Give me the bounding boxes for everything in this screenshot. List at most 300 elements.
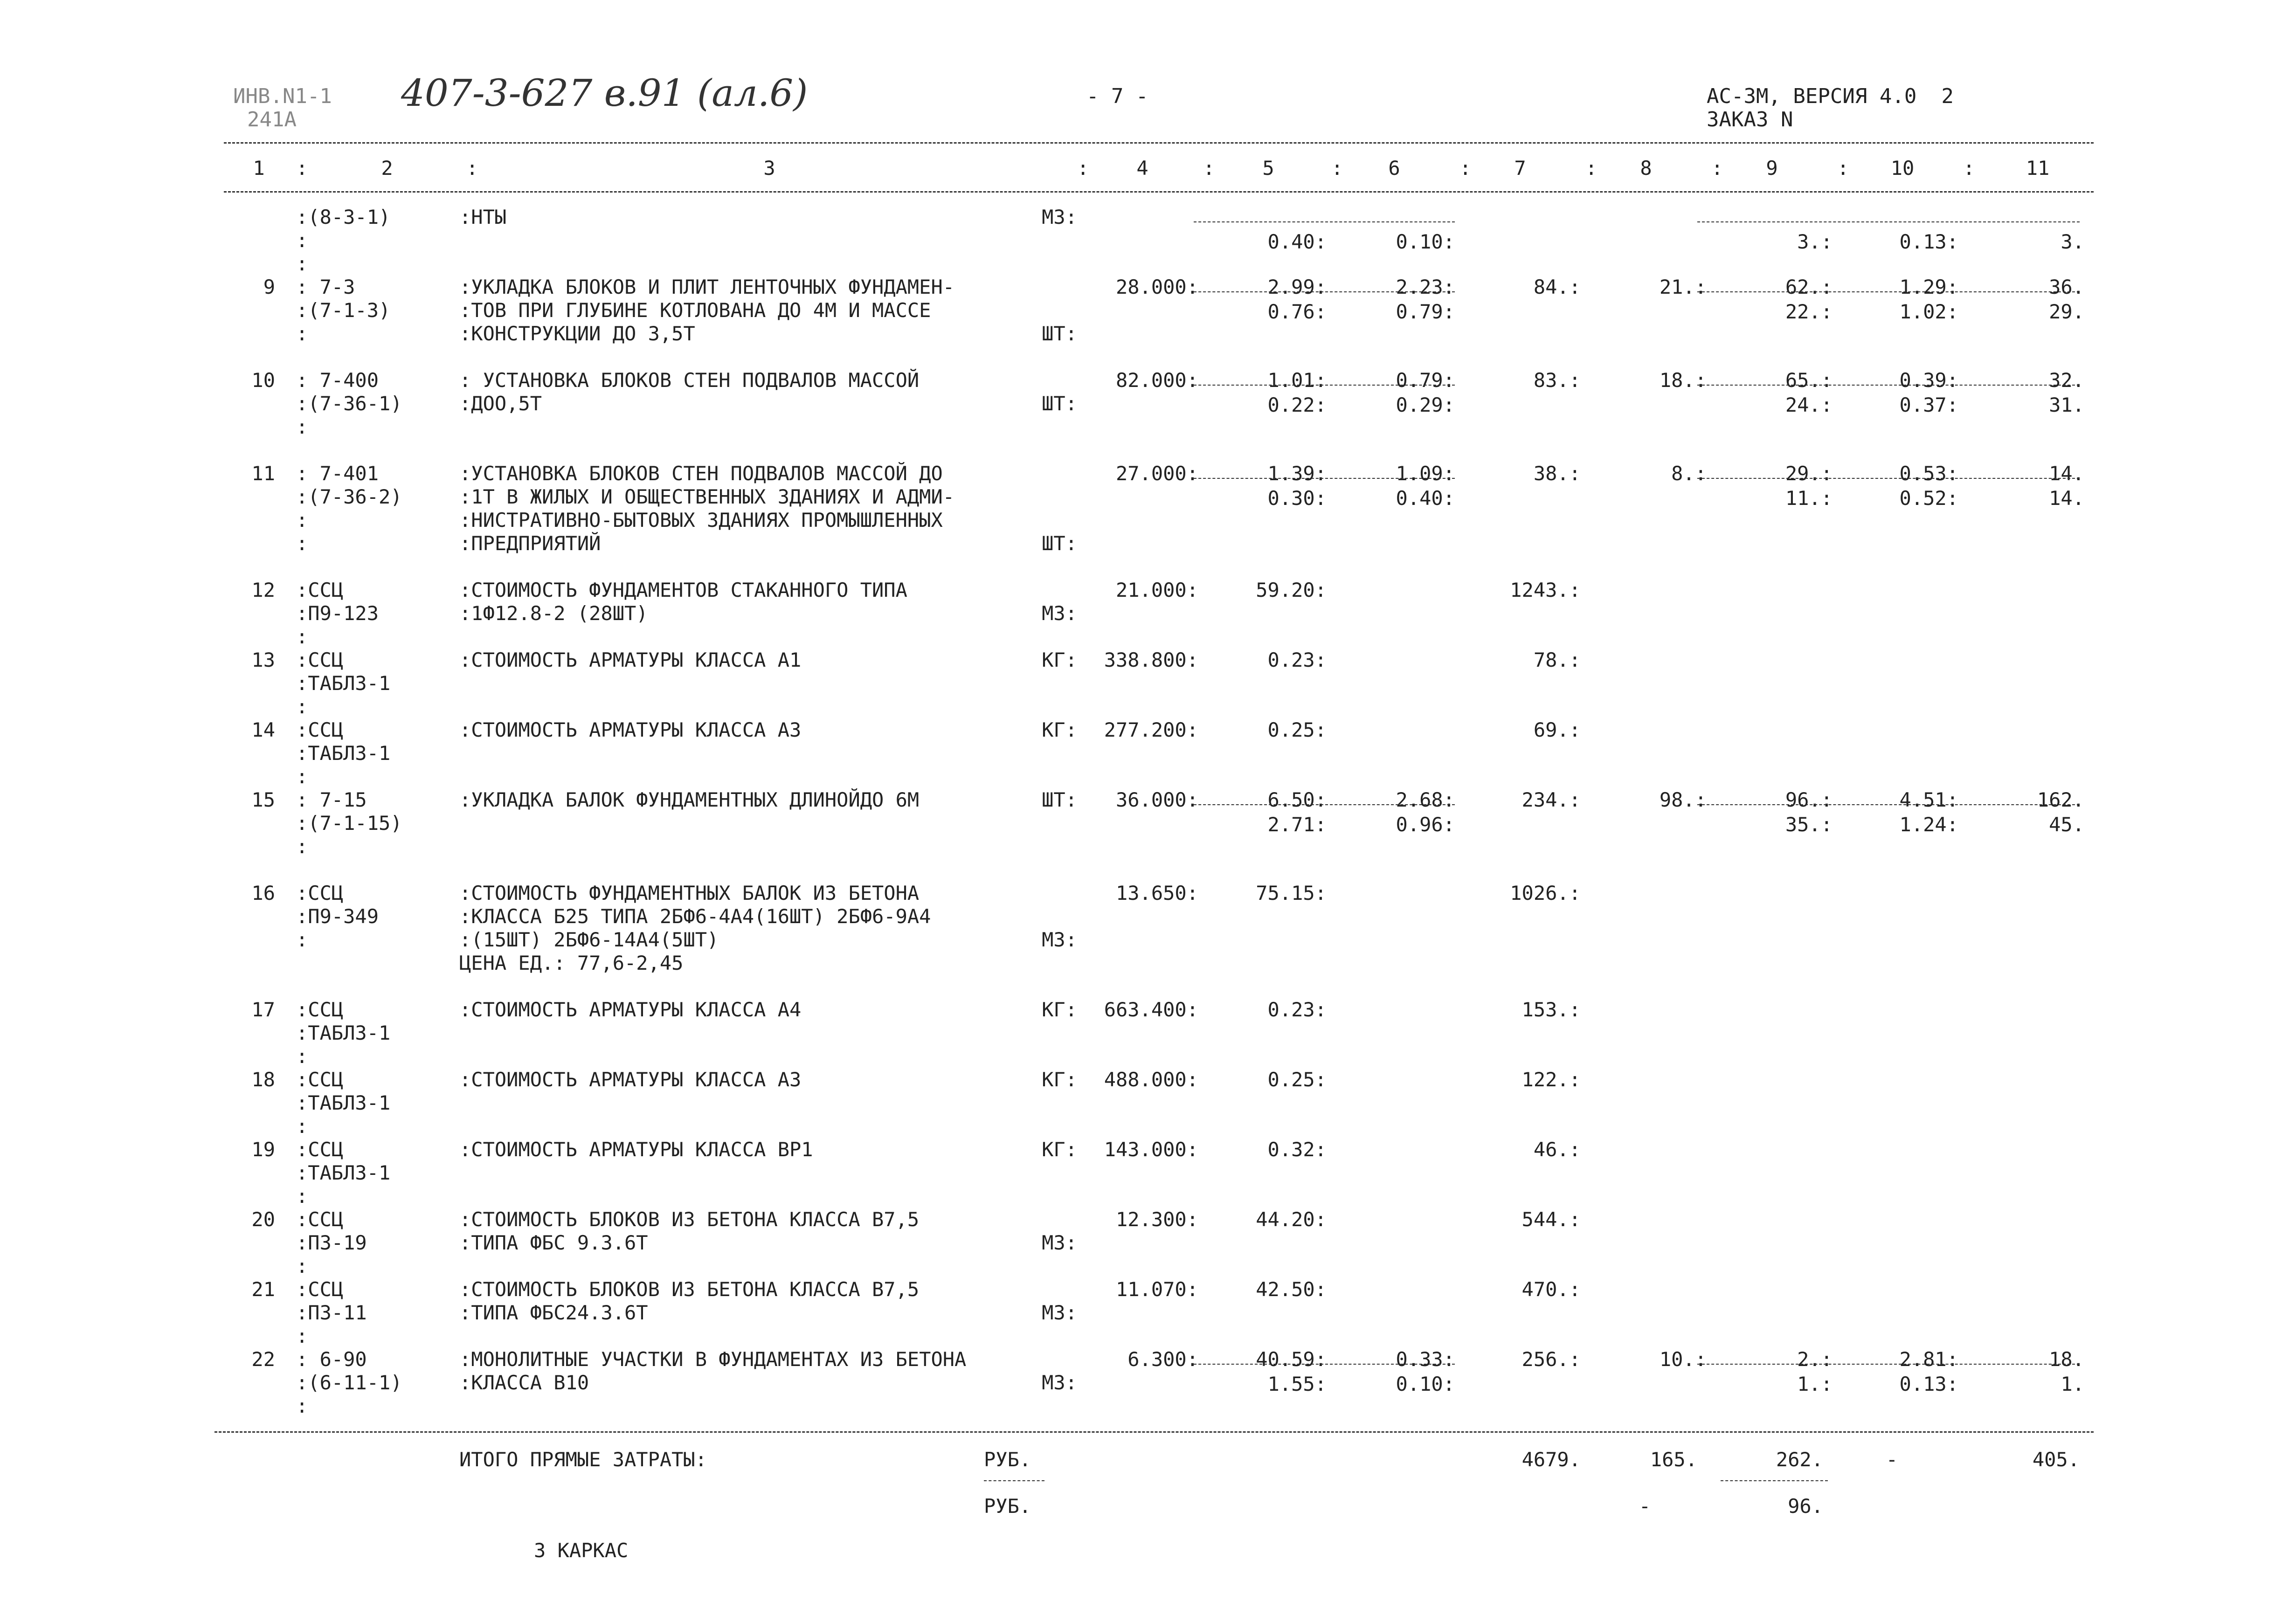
qty-cell-value: 13.650 — [1115, 882, 1187, 904]
qty-cell-value: 277.200 — [1104, 718, 1187, 741]
unit-price-cell — [1268, 790, 1327, 810]
machine-cost-cell-value: 96. — [1785, 788, 1821, 811]
machine-hours-cell — [1785, 486, 1833, 510]
field-separator: : — [1820, 393, 1833, 416]
unit-price-cell-value: 0.23 — [1267, 649, 1315, 671]
machine-wage-cell — [1396, 232, 1455, 252]
field-separator: : — [459, 299, 471, 322]
column-header-11: 11 — [2026, 157, 2050, 179]
field-separator: : — [1443, 486, 1455, 510]
field-separator: : — [459, 276, 471, 298]
qty-cell-value: 27.000 — [1115, 462, 1187, 485]
machine-wage-cell-value: 0.29 — [1396, 393, 1443, 416]
header-rule-bottom — [224, 191, 2094, 193]
column-separator: : — [1585, 157, 1598, 179]
unit-price-cell — [1268, 1070, 1327, 1090]
unit-price-wage-cell — [1396, 790, 1455, 810]
field-separator: : — [1314, 369, 1327, 392]
description-text: ТОВ ПРИ ГЛУБИНЕ КОТЛОВАНА ДО 4М И МАССЕ — [471, 299, 931, 322]
unit-price-cell — [1268, 650, 1327, 670]
total-cost-cell — [1534, 464, 1581, 483]
row-number: 9 — [263, 276, 275, 298]
labor-rate-cell — [1900, 790, 1958, 810]
field-separator: : — [1569, 718, 1581, 741]
machine-hours-cell — [1785, 815, 1833, 835]
unit-price-wage-cell-value: 0.79 — [1396, 369, 1443, 392]
row-description — [459, 1070, 801, 1090]
field-separator: : — [459, 928, 471, 951]
unit-price-wage-cell — [1396, 277, 1455, 297]
field-separator: : — [1186, 276, 1198, 298]
machine-cost-cell — [1785, 277, 1833, 297]
row-description — [459, 464, 943, 483]
wage-cost-cell-value: 21. — [1659, 276, 1695, 298]
sub-rule — [1697, 1364, 2080, 1365]
field-separator: : — [459, 532, 471, 555]
row-code: :ТАБЛ3-1 — [296, 1021, 391, 1044]
row-code: :ССЦ — [296, 1138, 344, 1161]
qty-cell-value: 36.000 — [1115, 788, 1187, 811]
machine-wage-cell-value: 0.10 — [1396, 1372, 1443, 1395]
unit-price-cell-value: 59.20 — [1256, 579, 1315, 601]
field-separator: : — [1820, 369, 1833, 392]
field-separator: : — [1946, 300, 1958, 323]
row-code: :ТАБЛ3-1 — [296, 672, 391, 695]
unit-price-cell-value: 1.01 — [1267, 369, 1315, 392]
column-header-9: 9 — [1766, 157, 1778, 179]
field-separator: : — [1186, 1208, 1198, 1231]
field-separator: : — [459, 998, 471, 1021]
field-separator: : — [1946, 813, 1958, 836]
total-cost-cell-value: 84. — [1533, 276, 1569, 298]
field-separator: : — [1946, 230, 1958, 253]
machine-price-cell — [1267, 486, 1327, 510]
total-cost-cell-value: 46. — [1533, 1138, 1569, 1161]
row-number: 11 — [251, 462, 275, 485]
field-separator: : — [1186, 788, 1198, 811]
row-code: : — [296, 229, 308, 252]
field-separator: : — [1186, 579, 1198, 601]
totals-total-cost: 4679. — [1521, 1448, 1581, 1471]
column-header-2: 2 — [381, 157, 393, 179]
field-separator: : — [459, 1231, 471, 1254]
row-number: 10 — [251, 369, 275, 392]
description-text: СТОИМОСТЬ ФУНДАМЕНТОВ СТАКАННОГО ТИПА — [471, 579, 907, 601]
row-code: :ССЦ — [296, 718, 344, 741]
row-description — [459, 277, 954, 297]
field-separator: : — [459, 509, 471, 531]
total-cost-cell-value: 153. — [1521, 998, 1569, 1021]
column-separator: : — [1331, 157, 1343, 179]
total-cost-cell — [1534, 371, 1581, 390]
labor-total-cell: 18. — [2049, 1348, 2084, 1371]
total-cost-cell-value: 256. — [1521, 1348, 1569, 1371]
machine-wage-cell — [1396, 486, 1455, 510]
column-separator: : — [1203, 157, 1215, 179]
row-description — [459, 1373, 589, 1393]
field-separator: : — [1820, 1372, 1833, 1395]
row-code: : — [296, 532, 308, 555]
row-description — [459, 1233, 648, 1253]
field-separator: : — [1946, 276, 1958, 298]
row-unit: М3: — [1042, 206, 1077, 228]
machine-cost-cell — [1785, 464, 1833, 483]
row-description — [459, 1140, 813, 1159]
machine-wage-cell-value: 0.79 — [1396, 300, 1443, 323]
column-separator: : — [1077, 157, 1089, 179]
field-separator: : — [459, 905, 471, 928]
row-code: :ССЦ — [296, 579, 344, 601]
total-cost-cell-value: 78. — [1533, 649, 1569, 671]
field-separator: : — [1569, 579, 1581, 601]
field-separator: : — [1443, 813, 1455, 836]
qty-cell — [1104, 1000, 1198, 1020]
machine-total-cell: 29. — [2049, 300, 2084, 323]
field-separator: : — [459, 649, 471, 671]
row-number: 20 — [251, 1208, 275, 1231]
row-description — [459, 720, 801, 740]
description-text: УКЛАДКА БЛОКОВ И ПЛИТ ЛЕНТОЧНЫХ ФУНДАМЕН- — [471, 276, 955, 298]
field-separator: : — [459, 485, 471, 508]
description-text: 1Т В ЖИЛЫХ И ОБЩЕСТВЕННЫХ ЗДАНИЯХ И АДМИ- — [471, 485, 955, 508]
unit-price-cell — [1268, 1140, 1327, 1159]
order-label: ЗАКАЗ N — [1707, 108, 1793, 131]
machine-hours-cell-value: 11. — [1785, 486, 1821, 510]
field-separator: : — [1443, 788, 1455, 811]
totals-machine-cost: 262. — [1776, 1448, 1823, 1471]
field-separator: : — [1946, 1372, 1958, 1395]
row-description — [459, 1303, 648, 1323]
field-separator: : — [459, 602, 471, 625]
machine-price-cell-value: 0.40 — [1267, 230, 1315, 253]
description-text: КЛАССА Б25 ТИПА 2БФ6-4А4(16ШТ) 2БФ6-9А4 — [471, 905, 931, 928]
row-unit: КГ: — [1042, 1068, 1077, 1091]
column-separator: : — [1963, 157, 1975, 179]
machine-rate-cell — [1900, 302, 1958, 322]
field-separator: : — [459, 882, 471, 904]
machine-total-cell: 31. — [2049, 393, 2084, 416]
total-cost-cell — [1510, 883, 1581, 903]
machine-wage-cell-value: 0.40 — [1396, 486, 1443, 510]
row-code: : — [296, 1045, 308, 1068]
machine-rate-cell — [1900, 232, 1958, 252]
row-unit: КГ: — [1042, 649, 1077, 671]
machine-cost-cell-value: 62. — [1785, 276, 1821, 298]
total-cost-cell — [1534, 650, 1581, 670]
totals-labor-rate: - — [1886, 1448, 1898, 1471]
field-separator: : — [1314, 393, 1327, 416]
row-description — [459, 371, 919, 390]
row-code: :(6-11-1) — [296, 1371, 402, 1394]
field-separator: : — [1569, 649, 1581, 671]
field-separator: : — [459, 579, 471, 601]
row-code: : — [296, 1325, 308, 1347]
row-unit: М3: — [1042, 602, 1077, 625]
wage-cost-cell-value: 10. — [1659, 1348, 1695, 1371]
labor-rate-cell — [1900, 277, 1958, 297]
totals-sub-rule — [1721, 1480, 1828, 1481]
unit-price-cell-value: 42.50 — [1256, 1278, 1315, 1301]
field-separator: : — [1186, 1138, 1198, 1161]
row-code: :ССЦ — [296, 882, 344, 904]
field-separator: : — [459, 1371, 471, 1394]
machine-hours-cell — [1797, 232, 1833, 252]
row-description — [459, 1210, 919, 1229]
column-header-5: 5 — [1262, 157, 1274, 179]
column-header-3: 3 — [763, 157, 775, 179]
machine-cost-cell-value: 2. — [1797, 1348, 1821, 1371]
field-separator: : — [459, 1301, 471, 1324]
description-text: СТОИМОСТЬ АРМАТУРЫ КЛАССА А3 — [471, 1068, 802, 1091]
row-code: :ТАБЛ3-1 — [296, 1091, 391, 1114]
qty-cell — [1116, 371, 1198, 390]
machine-rate-cell-value: 0.13 — [1899, 1372, 1947, 1395]
field-separator: : — [1569, 1208, 1581, 1231]
qty-cell — [1104, 1070, 1198, 1090]
field-separator: : — [1820, 1348, 1833, 1371]
row-code: :(8-3-1) — [296, 206, 391, 228]
machine-hours-cell-value: 24. — [1785, 393, 1821, 416]
row-code: : 7-3 — [296, 276, 355, 298]
column-separator: : — [1711, 157, 1723, 179]
row-number: 16 — [251, 882, 275, 904]
column-separator: : — [1837, 157, 1849, 179]
field-separator: : — [459, 718, 471, 741]
row-code: : — [296, 835, 308, 858]
labor-total-cell: 32. — [2049, 369, 2084, 392]
row-unit: ШТ: — [1042, 532, 1077, 555]
handwritten-project-number: 407-3-627 в.91 (ал.6) — [401, 71, 808, 115]
description-text: ТИПА ФБС 9.3.6Т — [471, 1231, 648, 1254]
total-cost-cell-value: 234. — [1521, 788, 1569, 811]
totals-unit-2: РУБ. — [984, 1495, 1031, 1518]
unit-price-cell — [1256, 1280, 1327, 1299]
labor-rate-cell-value: 0.39 — [1899, 369, 1947, 392]
description-text: КОНСТРУКЦИИ ДО 3,5Т — [471, 322, 695, 345]
machine-wage-cell — [1396, 815, 1455, 835]
unit-price-cell — [1268, 464, 1327, 483]
machine-rate-cell — [1900, 1374, 1958, 1394]
unit-price-wage-cell-value: 1.09 — [1396, 462, 1443, 485]
field-separator: : — [1694, 462, 1707, 485]
sub-rule — [1697, 804, 2080, 805]
field-separator: : — [1186, 649, 1198, 671]
field-separator: : — [459, 1068, 471, 1091]
description-text: 1Ф12.8-2 (28ШТ) — [471, 602, 648, 625]
field-separator: : — [1314, 486, 1327, 510]
row-code: : — [296, 928, 308, 951]
row-code: :(7-1-15) — [296, 812, 402, 835]
machine-price-cell — [1268, 1374, 1327, 1394]
description-text: СТОИМОСТЬ ФУНДАМЕНТНЫХ БАЛОК ИЗ БЕТОНА — [471, 882, 920, 904]
field-separator: : — [1314, 1278, 1327, 1301]
totals-labor-total: 405. — [2032, 1448, 2080, 1471]
software-version: АС-3М, ВЕРСИЯ 4.0 2 — [1707, 84, 1954, 108]
description-text: УСТАНОВКА БЛОКОВ СТЕН ПОДВАЛОВ МАССОЙ — [471, 369, 920, 392]
unit-price-cell — [1268, 371, 1327, 390]
field-separator: : — [1314, 882, 1327, 904]
row-code: :ССЦ — [296, 1278, 344, 1301]
total-cost-cell — [1510, 580, 1581, 600]
wage-cost-cell-value: 8. — [1671, 462, 1695, 485]
row-unit: КГ: — [1042, 718, 1077, 741]
field-separator: : — [1186, 882, 1198, 904]
machine-rate-cell — [1900, 815, 1958, 835]
unit-price-cell-value: 6.50 — [1267, 788, 1315, 811]
row-unit: КГ: — [1042, 1138, 1077, 1161]
field-separator: : — [1443, 369, 1455, 392]
field-separator: : — [1569, 1068, 1581, 1091]
qty-cell — [1104, 1140, 1198, 1159]
field-separator: : — [1443, 393, 1455, 416]
field-separator: : — [1946, 788, 1958, 811]
machine-cost-cell — [1785, 790, 1833, 810]
machine-price-cell — [1268, 395, 1327, 415]
unit-price-wage-cell-value: 2.68 — [1396, 788, 1443, 811]
row-description — [459, 953, 683, 973]
unit-price-cell-value: 0.25 — [1267, 1068, 1315, 1091]
description-text: ДОО,5Т — [471, 392, 542, 415]
row-code: : 6-90 — [296, 1348, 367, 1371]
unit-price-cell-value: 2.99 — [1267, 276, 1315, 298]
row-code: : — [296, 415, 308, 438]
row-description — [459, 580, 907, 600]
description-text: МОНОЛИТНЫЕ УЧАСТКИ В ФУНДАМЕНТАХ ИЗ БЕТОНА — [471, 1348, 967, 1371]
wage-cost-cell — [1660, 371, 1707, 390]
row-number: 18 — [251, 1068, 275, 1091]
unit-price-wage-cell-value: 2.23 — [1396, 276, 1443, 298]
labor-total-cell: 162. — [2037, 788, 2084, 811]
machine-rate-cell-value: 0.37 — [1899, 393, 1947, 416]
unit-price-cell-value: 0.23 — [1267, 998, 1315, 1021]
machine-hours-cell-value: 3. — [1797, 230, 1821, 253]
labor-total-cell: 36. — [2049, 276, 2084, 298]
field-separator: : — [459, 462, 471, 485]
field-separator: : — [1314, 230, 1327, 253]
inventory-subcode: 241А — [247, 108, 297, 131]
row-description — [459, 930, 719, 950]
sub-rule — [1194, 221, 1455, 222]
unit-price-cell — [1256, 580, 1327, 600]
field-separator: : — [1186, 1068, 1198, 1091]
machine-price-cell — [1268, 302, 1327, 322]
row-unit: ШТ: — [1042, 392, 1077, 415]
machine-price-cell-value: 0.76 — [1267, 300, 1315, 323]
row-description — [459, 883, 919, 903]
machine-wage-cell-value: 0.10 — [1396, 230, 1443, 253]
labor-rate-cell-value: 4.51 — [1899, 788, 1947, 811]
qty-cell-value: 11.070 — [1115, 1278, 1187, 1301]
field-separator: : — [1569, 369, 1581, 392]
field-separator: : — [1946, 393, 1958, 416]
field-separator: : — [1443, 230, 1455, 253]
field-separator: : — [459, 392, 471, 415]
labor-rate-cell — [1900, 371, 1958, 390]
qty-cell-value: 82.000 — [1115, 369, 1187, 392]
row-code: : — [296, 1394, 308, 1417]
field-separator: : — [1569, 462, 1581, 485]
description-text: НИСТРАТИВНО-БЫТОВЫХ ЗДАНИЯХ ПРОМЫШЛЕННЫХ — [471, 509, 943, 531]
field-separator: : — [1569, 882, 1581, 904]
description-text: КЛАССА В10 — [471, 1371, 589, 1394]
field-separator: : — [1946, 462, 1958, 485]
field-separator: : — [1314, 276, 1327, 298]
qty-cell-value: 663.400 — [1104, 998, 1187, 1021]
field-separator: : — [1443, 300, 1455, 323]
field-separator: : — [1569, 1138, 1581, 1161]
row-unit: М3: — [1042, 928, 1077, 951]
description-text: УСТАНОВКА БЛОКОВ СТЕН ПОДВАЛОВ МАССОЙ ДО — [471, 462, 943, 485]
unit-price-cell — [1256, 1350, 1327, 1369]
wage-cost-cell — [1660, 277, 1707, 297]
field-separator: : — [1820, 486, 1833, 510]
unit-price-cell-value: 40.59 — [1256, 1348, 1315, 1371]
row-number: 15 — [251, 788, 275, 811]
description-text: УКЛАДКА БАЛОК ФУНДАМЕНТНЫХ ДЛИНОЙДО 6М — [471, 788, 920, 811]
field-separator: : — [1443, 276, 1455, 298]
row-unit: М3: — [1042, 1371, 1077, 1394]
section-heading: 3 КАРКАС — [534, 1539, 629, 1562]
row-number: 14 — [251, 718, 275, 741]
row-code: :П3-11 — [296, 1301, 367, 1324]
total-cost-cell-value: 1243. — [1510, 579, 1569, 601]
row-code: : — [296, 1255, 308, 1277]
field-separator: : — [1569, 788, 1581, 811]
description-text: СТОИМОСТЬ АРМАТУРЫ КЛАССА А3 — [471, 718, 802, 741]
field-separator: : — [1314, 998, 1327, 1021]
wage-cost-cell — [1660, 1350, 1707, 1369]
totals-wage-cost: 165. — [1650, 1448, 1697, 1471]
field-separator: : — [1443, 1348, 1455, 1371]
field-separator: : — [1820, 462, 1833, 485]
row-code: : — [296, 509, 308, 531]
totals-label: ИТОГО ПРЯМЫЕ ЗАТРАТЫ: — [459, 1448, 707, 1471]
unit-price-wage-cell — [1396, 371, 1455, 390]
machine-wage-cell — [1396, 302, 1455, 322]
row-description — [459, 324, 695, 344]
description-text: (15ШТ) 2БФ6-14А4(5ШТ) — [471, 928, 719, 951]
description-text: НТЫ — [471, 206, 507, 228]
total-cost-cell-value: 470. — [1521, 1278, 1569, 1301]
description-text: ПРЕДПРИЯТИЙ — [471, 532, 601, 555]
row-code: : — [296, 695, 308, 718]
row-code: : — [296, 1115, 308, 1138]
unit-price-cell-value: 0.25 — [1267, 718, 1315, 741]
total-cost-cell — [1534, 277, 1581, 297]
field-separator: : — [1569, 276, 1581, 298]
row-code: :(7-36-1) — [296, 392, 402, 415]
header-rule-top — [224, 142, 2094, 144]
field-separator: : — [1569, 998, 1581, 1021]
machine-rate-cell-value: 0.13 — [1899, 230, 1947, 253]
wage-cost-cell — [1660, 790, 1707, 810]
field-separator: : — [1569, 1348, 1581, 1371]
qty-cell — [1116, 464, 1198, 483]
row-description — [459, 487, 954, 507]
row-number: 22 — [251, 1348, 275, 1371]
row-code: :П3-19 — [296, 1231, 367, 1254]
column-separator: : — [296, 157, 308, 179]
row-description — [459, 534, 601, 553]
field-separator: : — [1186, 718, 1198, 741]
description-text: СТОИМОСТЬ БЛОКОВ ИЗ БЕТОНА КЛАССА В7,5 — [471, 1278, 920, 1301]
total-cost-cell-value: 38. — [1533, 462, 1569, 485]
field-separator: : — [1820, 276, 1833, 298]
row-description — [459, 511, 943, 530]
machine-wage-cell — [1396, 395, 1455, 415]
column-header-8: 8 — [1640, 157, 1652, 179]
qty-cell-value: 12.300 — [1115, 1208, 1187, 1231]
